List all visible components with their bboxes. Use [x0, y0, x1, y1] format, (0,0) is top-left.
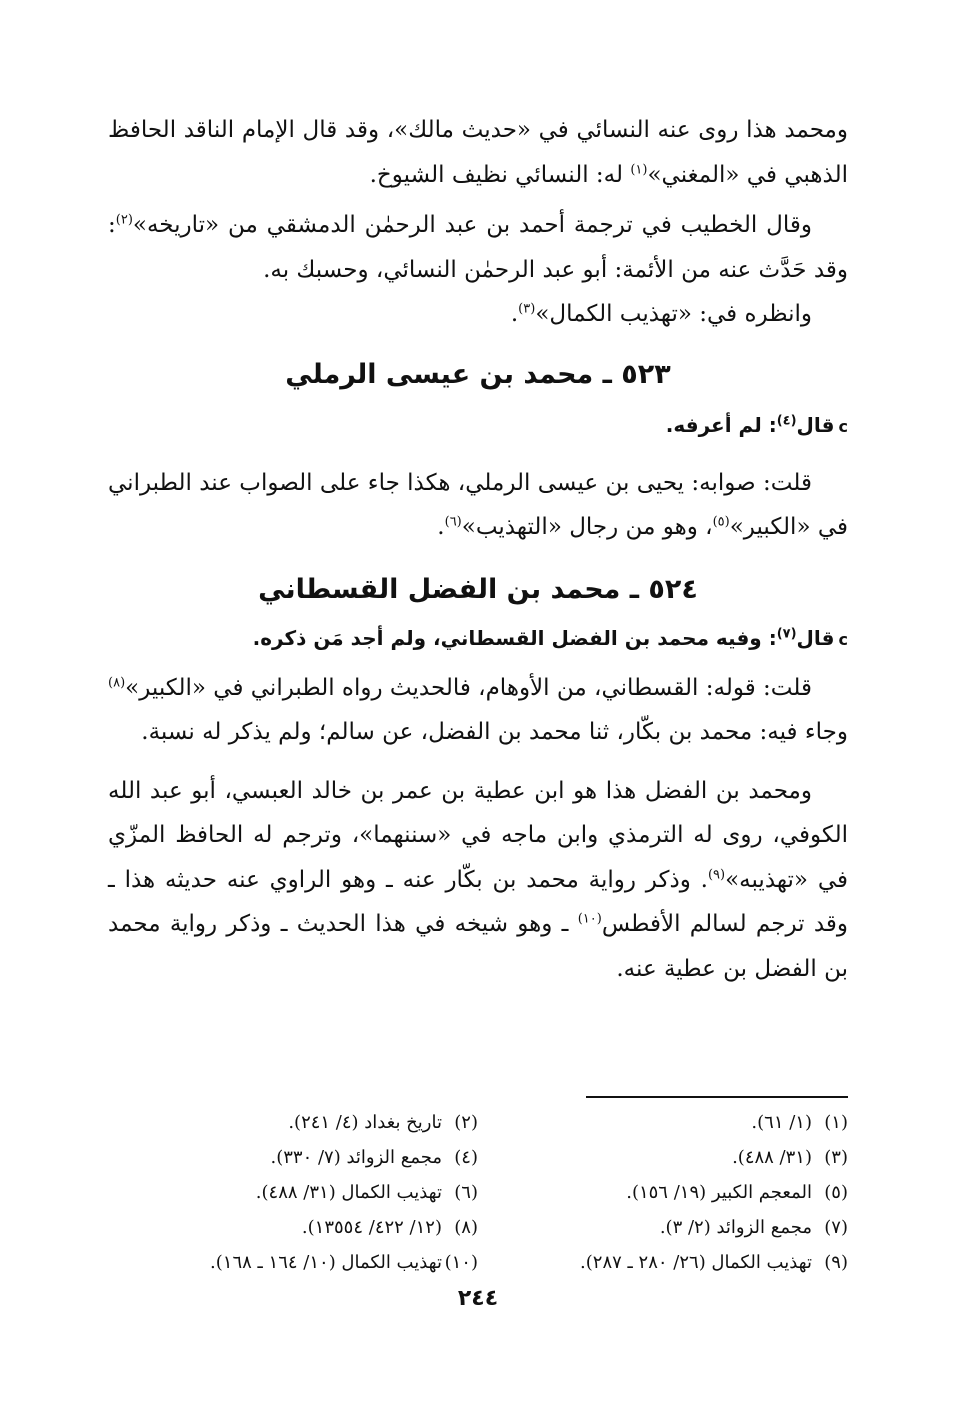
- paragraph-text: وانظره في: «تهذيب الكمال»: [535, 301, 812, 327]
- footnote-item: [478, 1211, 848, 1244]
- paragraph-text: ، وهو من رجال «التهذيب»: [461, 514, 713, 540]
- entry-523-quote: [108, 405, 848, 447]
- footnote-ref[interactable]: (١): [630, 161, 648, 177]
- footnote-ref[interactable]: (٣): [518, 301, 536, 317]
- marker-symbol: c: [838, 629, 848, 649]
- entry-523-comment: [108, 461, 848, 550]
- paragraph-text: : وقد حَدَّث عنه من الأئمة: أبو عبد الرحمٰن النسائي، وحسبك به.: [108, 212, 848, 283]
- paragraph-text: .: [437, 514, 445, 540]
- footnote-text: (٣١/ ٤٨٨).: [732, 1147, 812, 1168]
- footnote-number: (٣): [824, 1147, 848, 1168]
- marker-symbol: c: [838, 416, 848, 436]
- book-page: [108, 108, 848, 1311]
- footnote-text: تاريخ بغداد (٤/ ٢٤١).: [288, 1112, 442, 1133]
- footnote-number: (٩): [824, 1252, 848, 1273]
- footnote-text: المعجم الكبير (١٩/ ١٥٦).: [626, 1182, 812, 1203]
- footnote-item: [108, 1211, 478, 1244]
- entry-523-heading: ٥٢٣ ـ محمد بن عيسى الرملي: [285, 358, 671, 390]
- paragraph-text: قلت: صوابه: يحيى بن عيسى الرملي، هكذا جاء على الصواب عند الطبراني في «الكبير»: [108, 469, 848, 540]
- paragraph-text: وقال الخطيب في ترجمة أحمد بن عبد الرحمٰن الدمشقي من «تاريخه»: [132, 212, 812, 238]
- footnote-number: (٢): [454, 1112, 478, 1133]
- paragraph-text: . وذكر رواية محمد بن بكّار عنه ـ وهو الراوي عنه حديثه هذا ـ وقد ترجم لسالم الأفطس: [108, 866, 848, 937]
- footnote-ref[interactable]: (٦): [444, 514, 462, 530]
- footnote-item: [108, 1246, 478, 1279]
- footnote-item: [108, 1176, 478, 1209]
- quote-text: : لم أعرفه.: [665, 412, 777, 437]
- paragraph-text: ـ وهو شيخه في هذا الحديث ـ وذكر رواية محمد بن الفضل بن عطية عنه.: [108, 911, 848, 982]
- footnote-text: مجمع الزوائد (٢/ ٣).: [659, 1217, 812, 1238]
- footnote-item: [478, 1246, 848, 1279]
- footnote-text: تهذيب الكمال (٣١/ ٤٨٨).: [255, 1182, 442, 1203]
- footnote-ref[interactable]: (١٠): [577, 911, 602, 927]
- footnote-item: [108, 1141, 478, 1174]
- footnote-item: [108, 1106, 478, 1139]
- paragraph-intro: [108, 108, 848, 197]
- footnote-number: (١): [824, 1112, 848, 1133]
- footnote-ref[interactable]: (٨): [108, 674, 126, 690]
- footnote-text: تهذيب الكمال (٢٦/ ٢٨٠ ـ ٢٨٧).: [580, 1252, 812, 1273]
- qaal-label: قال: [796, 625, 835, 650]
- entry-524-comment: [108, 666, 848, 755]
- footnote-text: (١٢/ ٤٢٢/ ١٣٥٥٤).: [301, 1217, 442, 1238]
- entry-524-heading: ٥٢٤ ـ محمد بن الفضل القسطاني: [258, 573, 698, 605]
- page-number: ٢٤٤: [457, 1286, 499, 1311]
- footnote-ref[interactable]: (٥): [712, 514, 730, 530]
- footnotes: [108, 1106, 848, 1279]
- footnote-item: [478, 1141, 848, 1174]
- footnote-ref[interactable]: (٤): [776, 412, 797, 428]
- paragraph-text: قلت: قوله: القسطاني، من الأوهام، فالحديث رواه الطبراني في «الكبير»: [125, 674, 812, 701]
- paragraph-text: ومحمد هذا روى عنه النسائي في «حديث مالك»، وقد قال الإمام الناقد الحافظ الذهبي في «المغني»: [108, 117, 848, 188]
- quote-text: : وفيه محمد بن الفضل القسطاني، ولم أجد مَن ذكره.: [252, 625, 777, 650]
- footnote-ref[interactable]: (٩): [707, 866, 726, 882]
- footnote-text: تهذيب الكمال (١٠/ ١٦٤ ـ ١٦٨).: [210, 1252, 442, 1273]
- paragraph-text: ومحمد بن الفضل هذا هو ابن عطية بن عمر بن خالد العبسي، أبو عبد الله الكوفي، روى له الترمذي وابن ماجه في «سننهما»، وترجم له الحافظ المزّي في «تهذيبه»: [108, 777, 848, 893]
- entry-524-quote: [108, 618, 848, 660]
- footnote-number: (٥): [824, 1182, 848, 1203]
- paragraph-text: .: [510, 301, 519, 327]
- footnote-text: مجمع الزوائد (٧/ ٣٣٠).: [270, 1147, 442, 1168]
- footnote-number: (١٠): [444, 1252, 478, 1273]
- footnote-divider: [586, 1096, 848, 1098]
- entry-524-biography: [108, 769, 848, 992]
- footnote-number: (٨): [454, 1217, 478, 1238]
- paragraph-text: له: النسائي نظيف الشيوخ.: [369, 161, 631, 188]
- footnote-item: [478, 1176, 848, 1209]
- footnote-ref[interactable]: (٧): [776, 625, 797, 641]
- footnote-number: (٧): [824, 1217, 848, 1238]
- paragraph-khatib: [108, 203, 848, 292]
- footnote-ref[interactable]: (٢): [115, 212, 133, 228]
- footnote-number: (٤): [454, 1147, 478, 1168]
- footnote-item: [478, 1106, 848, 1139]
- paragraph-see-also: [108, 292, 848, 337]
- paragraph-text: وجاء فيه: محمد بن بكّار، ثنا محمد بن الفضل، عن سالم؛ ولم يذكر له نسبة.: [141, 719, 848, 745]
- footnote-number: (٦): [454, 1182, 478, 1203]
- qaal-label: قال: [796, 412, 835, 437]
- footnote-text: (١/ ٦١).: [751, 1112, 812, 1133]
